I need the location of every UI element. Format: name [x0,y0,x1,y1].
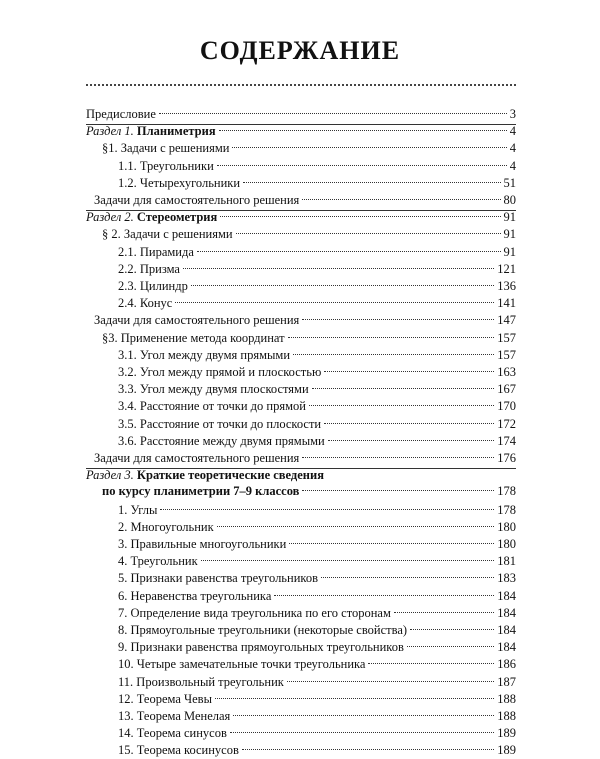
leader-dots [368,663,494,664]
toc-section-entry[interactable] [86,467,516,501]
toc-page: 3 [509,107,516,121]
toc-entry[interactable] [86,605,516,622]
toc-label: 3.4. Расстояние от точки до прямой [118,399,306,414]
toc-section-entry[interactable] [86,123,516,140]
leader-dots [243,182,500,183]
toc-entry[interactable] [86,691,516,708]
toc-entry[interactable] [86,226,516,243]
toc-page: 4 [509,141,516,156]
toc-entry[interactable] [86,295,516,312]
leader-dots [159,113,507,114]
toc-label: 11. Произвольный треугольник [118,674,284,689]
toc-page: 178 [497,484,516,499]
leader-dots [410,629,494,630]
toc-page: 136 [497,279,516,293]
toc-page: 184 [497,640,516,655]
section-title: Краткие теоретические сведения [136,468,324,483]
toc-entry[interactable] [86,656,516,673]
leader-dots [288,337,495,338]
leader-dots [160,509,494,510]
toc-label: 13. Теорема Менелая [118,709,231,723]
toc-entry[interactable] [86,708,516,725]
toc-page: 176 [497,451,516,465]
leader-dots [183,268,494,269]
toc-entry[interactable] [86,674,516,691]
toc-label: 2.3. Цилиндр [118,279,188,293]
section-title-line2: по курсу планиметрии 7–9 классов [102,484,300,499]
leader-dots [321,577,494,578]
leader-dots [219,130,507,131]
toc-entry[interactable] [86,450,516,467]
toc-entry[interactable] [86,553,516,570]
leader-dots [215,698,494,699]
toc-entry[interactable] [86,175,516,192]
toc-label: §3. Применение метода координат [102,330,285,345]
toc-entry[interactable] [86,622,516,639]
toc-page: 91 [503,210,516,225]
toc-entry[interactable] [86,278,516,295]
toc-page: 141 [497,296,516,311]
toc-page: 170 [497,399,516,414]
leader-dots [302,199,500,200]
toc-label: 1.1. Треугольники [118,158,214,173]
toc-page: 91 [503,244,516,259]
toc-page: 189 [497,743,516,758]
toc-page: 4 [509,158,516,173]
toc-label: 3. Правильные многоугольники [118,537,287,551]
leader-dots [220,216,500,217]
toc-page: 186 [497,657,516,672]
leader-dots [302,490,494,491]
toc-page: 183 [497,571,516,586]
toc-entry[interactable] [86,416,516,433]
leader-dots [309,405,494,406]
leader-dots [230,732,494,733]
toc-page: 172 [497,416,516,431]
toc-entry[interactable] [86,330,516,347]
toc-page: 91 [503,227,516,242]
leader-dots [274,595,494,596]
toc-entry[interactable] [86,364,516,381]
leader-dots [197,251,501,252]
leader-dots [201,560,495,561]
section-prefix: Раздел 2. [86,210,134,225]
toc-page: 157 [497,347,516,362]
toc-entry[interactable] [86,347,516,364]
toc-page: 188 [497,709,516,723]
toc-entry[interactable] [86,158,516,175]
toc-section-entry[interactable] [86,209,516,226]
toc-page: 189 [497,726,516,741]
toc-label: 14. Теорема синусов [118,726,227,741]
leader-dots [236,233,501,234]
leader-dots [293,354,494,355]
toc-label: 3.6. Расстояние между двумя прямыми [118,433,325,448]
toc-label: 2. Многоугольник [118,519,214,534]
toc-page: 157 [497,330,516,345]
toc-page: 188 [497,691,516,706]
leader-dots [407,646,494,647]
section-prefix: Раздел 1. [86,124,134,139]
toc-label: 15. Теорема косинусов [118,743,239,758]
toc-label: 3.3. Угол между двумя плоскостями [118,382,309,397]
toc-label: 2.1. Пирамида [118,244,194,259]
toc-label: 6. Неравенства треугольника [118,588,272,603]
toc-label: Задачи для самостоятельного решения [94,451,300,465]
toc-entry[interactable] [86,106,516,123]
toc-label: Задачи для самостоятельного решения [94,193,300,207]
leader-dots [232,147,506,148]
leader-dots [302,457,494,458]
toc-page: 187 [497,674,516,689]
toc-page: 80 [503,193,516,207]
toc-label: 5. Признаки равенства треугольников [118,571,318,586]
toc-page: 121 [497,261,516,276]
toc-entry[interactable] [86,140,516,157]
toc-entry[interactable] [86,570,516,587]
leader-dots [289,543,494,544]
leader-dots [217,526,495,527]
toc-label: 3.2. Угол между прямой и плоскостью [118,365,322,379]
toc-entry[interactable] [86,502,516,519]
leader-dots [233,715,494,716]
leader-dots [324,423,494,424]
toc-entry[interactable] [86,725,516,742]
leader-dots [302,319,494,320]
toc-label: 8. Прямоугольные треугольники (некоторые свойства) [118,623,408,637]
leader-dots [217,165,507,166]
toc-entry[interactable] [86,261,516,278]
toc-page: 51 [503,175,516,190]
toc-page: 174 [497,433,516,448]
leader-dots [191,285,494,286]
toc-page: 4 [509,124,516,139]
toc-entry[interactable] [86,588,516,605]
toc-page: 184 [497,623,516,637]
toc-label: 9. Признаки равенства прямоугольных треугольников [118,640,404,655]
toc-page: 180 [497,537,516,551]
toc-page: 180 [497,519,516,534]
toc-label: 12. Теорема Чевы [118,691,212,706]
toc-label: 4. Треугольник [118,554,198,569]
leader-dots [312,388,495,389]
section-title: Планиметрия [136,124,216,139]
toc-label: 10. Четыре замечательные точки треугольника [118,657,366,672]
section-title: Стереометрия [136,210,218,225]
leader-dots [394,612,494,613]
toc-label: 7. Определение вида треугольника по его сторонам [118,605,391,620]
toc-entry[interactable] [86,192,516,209]
toc-page: 147 [497,313,516,328]
toc-label: §1. Задачи с решениями [102,141,230,156]
toc-entry[interactable] [86,244,516,261]
toc-entry[interactable] [86,536,516,553]
leader-dots [175,302,494,303]
leader-dots [328,440,495,441]
toc-entry[interactable] [86,639,516,656]
toc-label: 1.2. Четырехугольники [118,175,241,190]
leader-dots [287,681,494,682]
toc-entry[interactable] [86,398,516,415]
toc-page: 178 [497,502,516,517]
leader-dots [324,371,494,372]
toc-label: Предисловие [86,107,156,121]
toc-entry[interactable] [86,381,516,398]
toc-label: 3.1. Угол между двумя прямыми [118,347,291,362]
toc-label: Задачи для самостоятельного решения [94,313,300,328]
toc-label: 2.4. Конус [118,296,173,311]
toc-page: 163 [497,365,516,379]
toc-label: 3.5. Расстояние от точки до плоскости [118,416,322,431]
toc-entry[interactable] [86,433,516,450]
toc-entry[interactable] [86,742,516,759]
toc-label: § 2. Задачи с решениями [102,227,233,242]
section-prefix: Раздел 3. [86,468,134,483]
toc-entry[interactable] [86,519,516,536]
toc-label: 2.2. Призма [118,261,180,276]
dotted-rule [86,84,516,86]
toc-page: 184 [497,588,516,603]
toc-page: 184 [497,605,516,620]
toc-entry[interactable] [86,312,516,329]
toc-page: 167 [497,382,516,397]
toc-label: 1. Углы [118,502,158,517]
page-title: СОДЕРЖАНИЕ [199,36,401,65]
toc-page: 181 [497,554,516,569]
